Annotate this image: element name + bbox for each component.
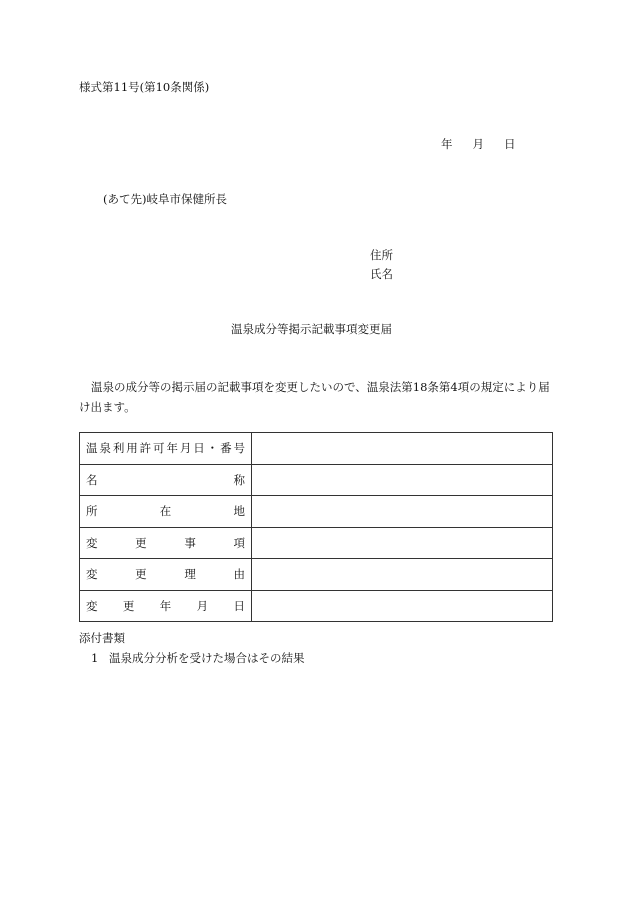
table-row-label-text: 変 更 理 由: [86, 567, 245, 582]
table-row: [80, 433, 553, 465]
table-row-value[interactable]: [252, 464, 553, 496]
applicant-address-label: 住所: [370, 248, 393, 262]
date-line: [441, 139, 516, 151]
table-row: [80, 496, 553, 528]
table-row-label: [80, 464, 252, 496]
info-table: [79, 432, 553, 622]
table-row-label-text: 温 泉 利 用 許 可 年 月 日 ・ 番 号: [86, 441, 245, 456]
table-row: [80, 464, 553, 496]
form-number: 様式第11号(第10条関係): [79, 80, 210, 94]
table-row-value[interactable]: [252, 496, 553, 528]
table-row-label-text: 変 更 事 項: [86, 535, 245, 550]
applicant-name-label: 氏名: [370, 267, 393, 281]
addressee: (あて先)岐阜市保健所長: [103, 192, 227, 206]
table-row-value[interactable]: [252, 527, 553, 559]
table-row: [80, 559, 553, 591]
attachment-item-text: 温泉成分分析を受けた場合はその結果: [109, 651, 305, 665]
table-row-value[interactable]: [252, 559, 553, 591]
table-row: [80, 527, 553, 559]
attachment-item: [91, 653, 305, 665]
date-month: 月: [472, 137, 484, 151]
table-row: [80, 590, 553, 622]
table-row-label: [80, 433, 252, 465]
date-year: 年: [441, 137, 453, 151]
attachments-heading: 添付書類: [79, 631, 125, 645]
body-text: 温泉の成分等の掲示届の記載事項を変更したいので、温泉法第18条第4項の規定により届け出ます。: [79, 380, 550, 414]
date-day: 日: [504, 137, 516, 151]
table-row-label-text: 変 更 年 月 日: [86, 598, 245, 613]
attachment-item-number: 1: [91, 651, 99, 665]
table-row-label: [80, 527, 252, 559]
table-row-value[interactable]: [252, 590, 553, 622]
table-row-label-text: 所 在 地: [86, 504, 245, 519]
table-row-label-text: 名 称: [86, 472, 245, 487]
table-row-label: [80, 496, 252, 528]
table-row-label: [80, 590, 252, 622]
document-title: 温泉成分等掲示記載事項変更届: [231, 322, 392, 336]
table-row-value[interactable]: [252, 433, 553, 465]
table-row-label: [80, 559, 252, 591]
